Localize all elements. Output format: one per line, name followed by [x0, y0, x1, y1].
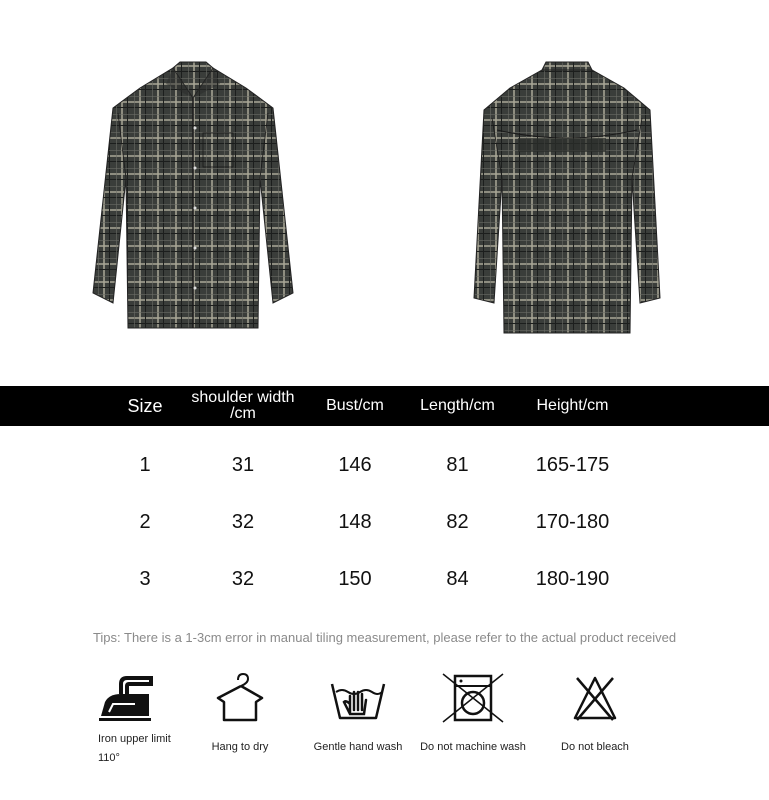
- header-height: Height/cm: [536, 397, 609, 414]
- care-item-iron: [62, 672, 192, 772]
- care-label: Hang to dry: [211, 741, 269, 753]
- cell-length: 81: [446, 453, 469, 476]
- table-row: [0, 507, 769, 537]
- care-label: Do not bleach: [561, 741, 629, 753]
- table-row: [0, 450, 769, 480]
- cell-size: 3: [139, 567, 151, 590]
- care-item-hand-wash: [293, 672, 423, 772]
- cell-length: 84: [446, 567, 469, 590]
- cell-size: 2: [139, 510, 151, 533]
- measurement-tips: Tips: There is a 1-3cm error in manual tiling measurement, please refer to the actual product received: [92, 630, 677, 645]
- cell-shoulder-width: 32: [231, 567, 255, 590]
- shirt-back-image: [452, 58, 682, 343]
- cell-height: 165-175: [535, 453, 610, 476]
- cell-bust: 150: [338, 567, 372, 590]
- no-bleach-icon: [563, 672, 627, 724]
- header-size: Size: [127, 396, 163, 416]
- shirt-front-image: [78, 58, 308, 343]
- hand-wash-icon: [326, 672, 390, 724]
- size-table-header: [0, 386, 769, 426]
- care-label: Do not machine wash: [420, 741, 526, 753]
- hanger-icon: [208, 672, 272, 724]
- header-bust: Bust/cm: [326, 397, 384, 414]
- care-item-hang: [175, 672, 305, 772]
- table-row: [0, 564, 769, 594]
- cell-bust: 148: [338, 510, 372, 533]
- cell-height: 170-180: [535, 510, 610, 533]
- cell-size: 1: [139, 453, 151, 476]
- care-item-no-machine-wash: [408, 672, 538, 772]
- header-shoulder-width: shoulder width /cm: [191, 389, 295, 422]
- care-item-no-bleach: [530, 672, 660, 772]
- product-photos: [0, 0, 769, 385]
- cell-bust: 146: [338, 453, 372, 476]
- iron-icon: [95, 672, 159, 724]
- header-length: Length/cm: [420, 397, 495, 414]
- no-machine-wash-icon: [441, 672, 505, 724]
- care-label: Iron upper limit 110°: [98, 733, 171, 764]
- cell-shoulder-width: 32: [231, 510, 255, 533]
- cell-height: 180-190: [535, 567, 610, 590]
- cell-shoulder-width: 31: [231, 453, 255, 476]
- care-label: Gentle hand wash: [313, 741, 403, 753]
- cell-length: 82: [446, 510, 469, 533]
